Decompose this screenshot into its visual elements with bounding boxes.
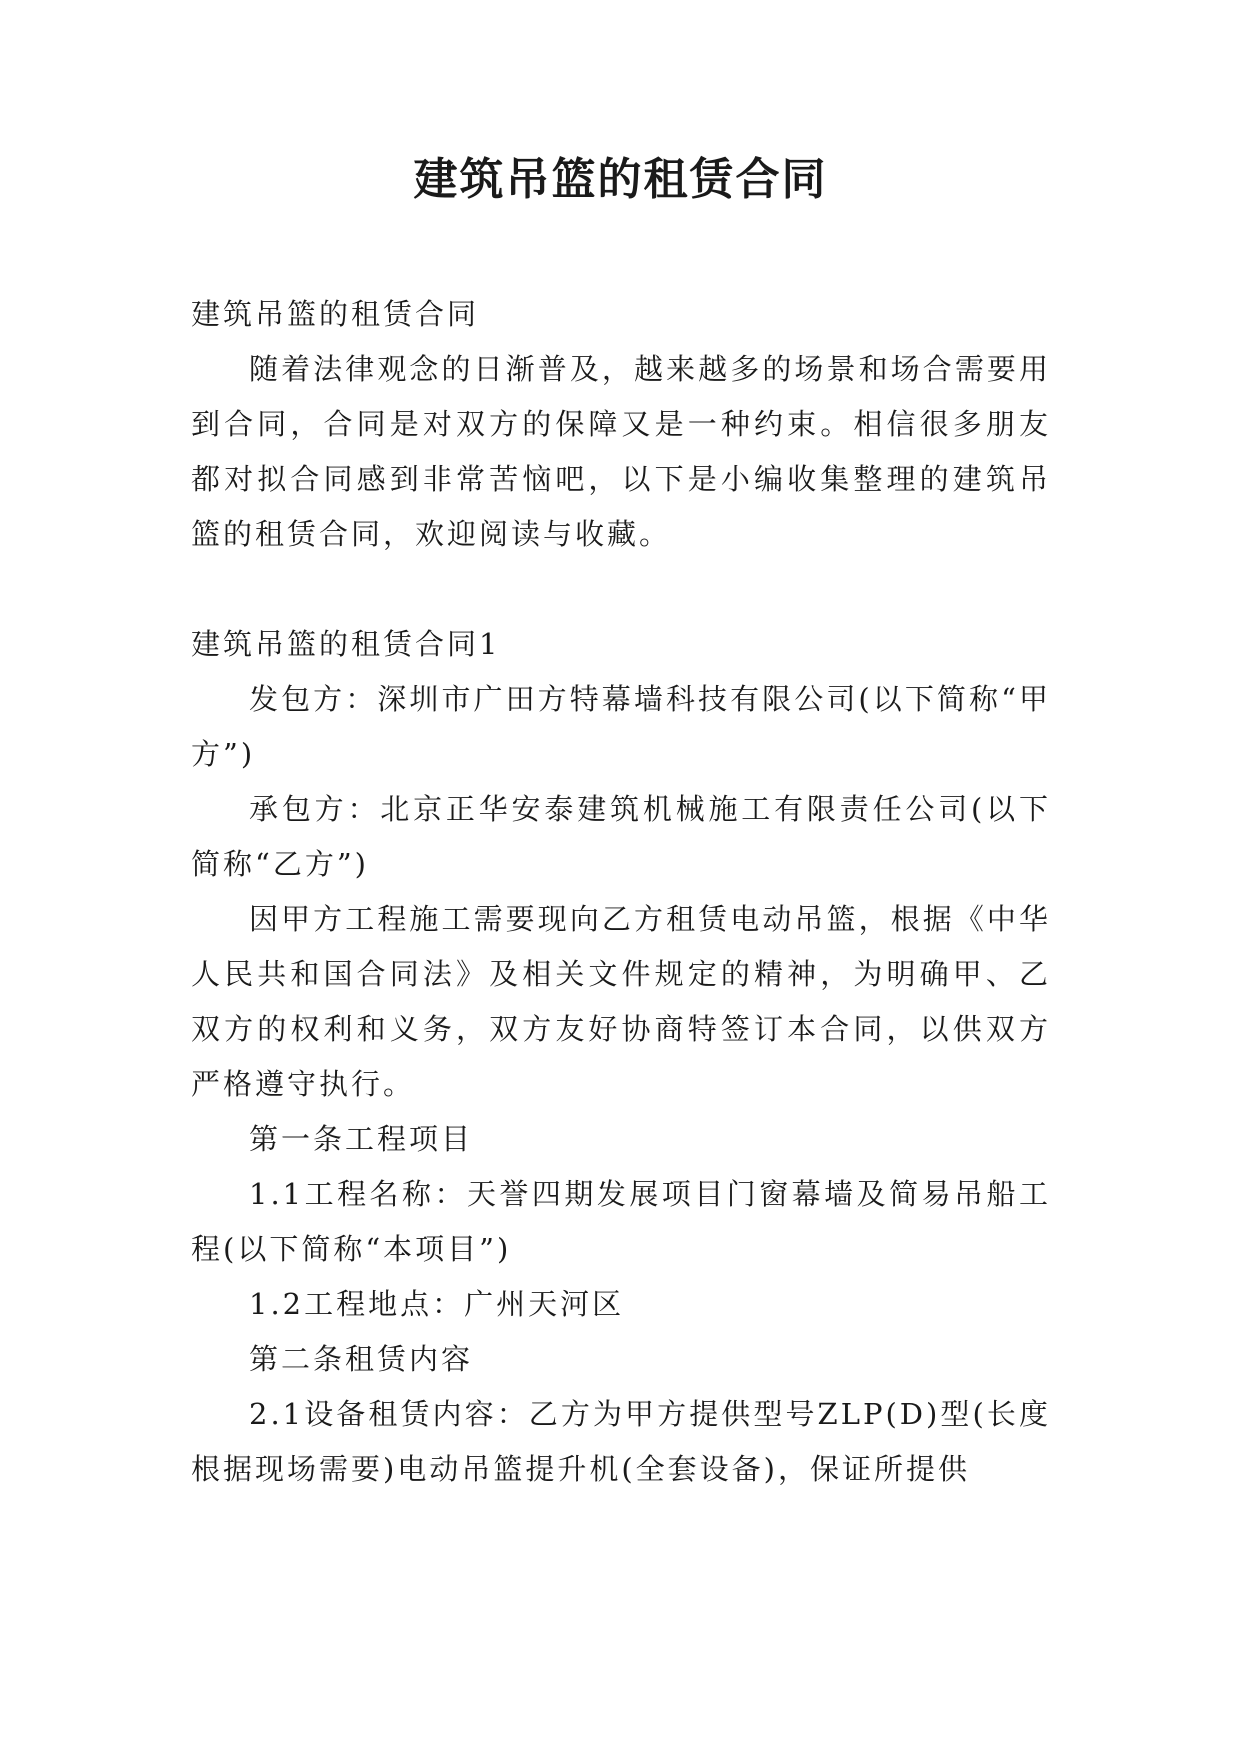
intro-heading: 建筑吊篮的租赁合同 [191, 297, 480, 331]
party-a-clause: 发包方：深圳市广田方特幕墙科技有限公司(以下简称“甲方”) [191, 682, 1051, 771]
preamble-paragraph: 因甲方工程施工需要现向乙方租赁电动吊篮，根据《中华人民共和国合同法》及相关文件规定的精神，为明确甲、乙双方的权利和义务，双方友好协商特签订本合同，以供双方严格遵守执行。 [191, 902, 1051, 1101]
intro-paragraph: 随着法律观念的日渐普及，越来越多的场景和场合需要用到合同，合同是对双方的保障又是一种约束。相信很多朋友都对拟合同感到非常苦恼吧，以下是小编收集整理的建筑吊篮的租赁合同，欢迎阅读与收藏。 [191, 352, 1051, 551]
article-1-title: 第一条工程项目 [249, 1122, 474, 1156]
article-2-title: 第二条租赁内容 [249, 1342, 474, 1376]
article-2-1: 2.1设备租赁内容：乙方为甲方提供型号ZLP(D)型(长度根据现场需要)电动吊篮提升机(全套设备)，保证所提供 [191, 1397, 1051, 1486]
party-b-clause: 承包方：北京正华安泰建筑机械施工有限责任公司(以下简称“乙方”) [191, 792, 1051, 881]
article-1-2: 1.2工程地点：广州天河区 [249, 1287, 625, 1321]
document-body [191, 287, 1051, 1497]
contract-1-heading: 建筑吊篮的租赁合同1 [191, 627, 501, 661]
article-1-1: 1.1工程名称：天誉四期发展项目门窗幕墙及简易吊船工程(以下简称“本项目”) [191, 1177, 1051, 1266]
document-title: 建筑吊篮的租赁合同 [413, 154, 828, 205]
section-spacer [191, 562, 1051, 617]
